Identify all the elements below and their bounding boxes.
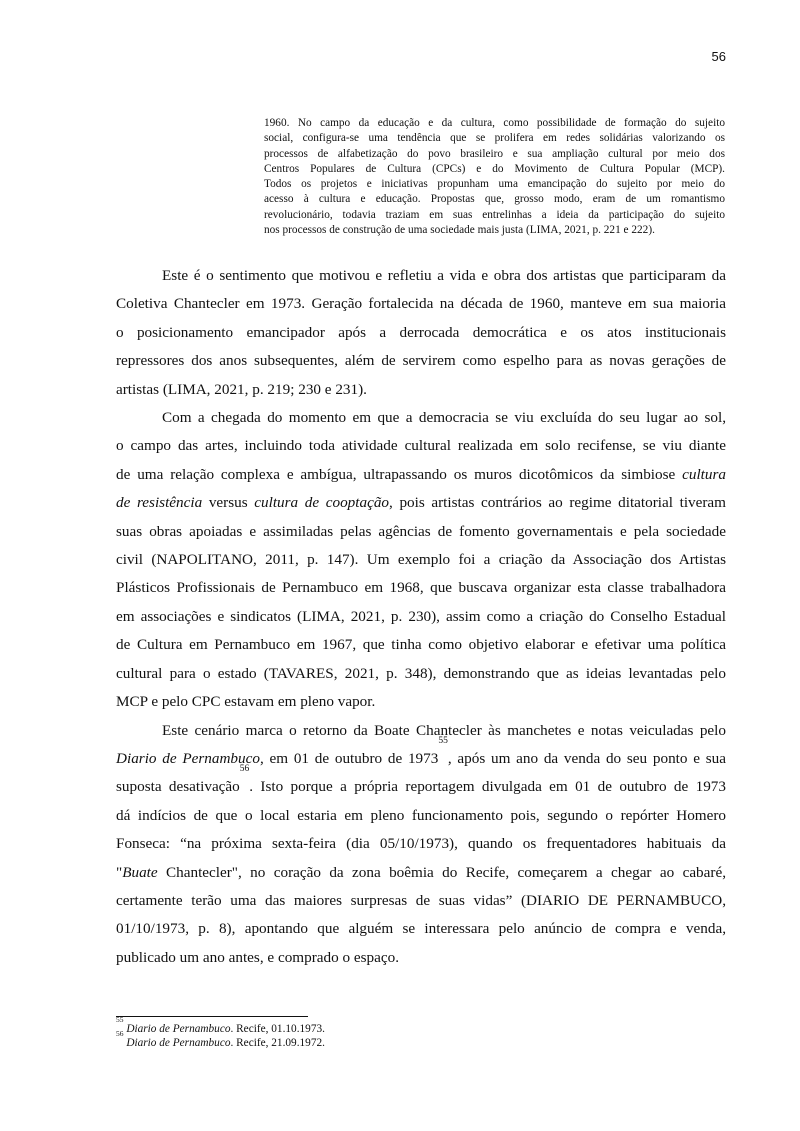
quote-line: social, configura-se uma tendência que se prolifera em redes solidárias valorizando os: [264, 132, 725, 145]
footnotes: [116, 1015, 726, 1050]
footnote-55: [116, 1015, 726, 1036]
paragraph-2-line: cultural para o estado (TAVARES, 2021, p. 348), demonstrando que as ideias levantadas pelo: [116, 664, 726, 682]
paragraph-3-line: "Buate Chantecler", no coração da zona boêmia do Recife, começarem a chegar ao cabaré,: [116, 863, 726, 881]
emphasis: Buate: [122, 863, 158, 881]
paragraph-2-line: MCP e pelo CPC estavam em pleno vapor.: [116, 693, 376, 711]
footnote-number: 55: [116, 1015, 124, 1024]
paragraph-1-line: Coletiva Chantecler em 1973. Geração fortalecida na década de 1960, manteve em sua maioria: [116, 295, 726, 313]
quote-line: Centros Populares de Cultura (CPCs) e do Movimento de Cultura Popular (MCP).: [264, 162, 725, 175]
paragraph-3-line: Diario de Pernambuco, em 01 de outubro de 1973$^{55}$, após um ano da venda do seu ponto e sua: [116, 735, 726, 767]
paragraph-1-line: artistas (LIMA, 2021, p. 219; 230 e 231).: [116, 380, 367, 398]
footnote-ref-55[interactable]: 55: [438, 735, 448, 746]
paragraph-1-line: Este é o sentimento que motivou e refletiu a vida e obra dos artistas que participaram da: [162, 267, 726, 284]
body-text: [116, 262, 726, 972]
paragraph-3-line: dá indícios de que o local estaria em pleno funcionamento pois, segundo o repórter Homero: [116, 806, 726, 824]
paragraph-2-line: suas obras apoiadas e assimiladas pelas agências de fomento governamentais e pela sociedade: [116, 522, 726, 540]
paragraph-2-line: Com a chegada do momento em que a democracia se viu excluída do seu lugar ao sol,: [162, 409, 726, 427]
paragraph-1-line: o posicionamento emancipador após a derrocada democrática e os atos institucionais: [116, 323, 726, 341]
page-number: 56: [711, 49, 726, 64]
emphasis: Diario de Pernambuco: [116, 749, 260, 767]
quote-line: revolucionário, todavia traziam em suas entrelinhas a ideia da participação do sujeito: [264, 208, 725, 221]
paragraph-3-line: publicado um ano antes, e comprado o espaço.: [116, 948, 399, 966]
paragraph-3-line: Este cenário marca o retorno da Boate Chantecler às manchetes e notas veiculadas pelo: [162, 721, 726, 739]
paragraph-3-line: suposta desativação$^{56}$. Isto porque a própria reportagem divulgada em 01 de outubro de 1973: [116, 764, 726, 796]
footnote-detail: . Recife, 01.10.1973.: [230, 1023, 325, 1035]
paragraph-2-line: de uma relação complexa e ambígua, ultrapassando os muros dicotômicos da simbiose cultura: [116, 465, 726, 483]
footnote-source-title: Diario de Pernambuco: [126, 1023, 231, 1035]
paragraph-3-line: 01/10/1973, p. 8), apontando que alguém se interessara pelo anúncio de compra e venda,: [116, 920, 726, 938]
paragraph-2-line: Plásticos Profissionais de Pernambuco em 1968, que buscava organizar esta classe trabalhadora: [116, 579, 726, 597]
quote-line: 1960. No campo da educação e da cultura, como possibilidade de formação do sujeito: [264, 117, 725, 129]
quote-line: nos processos de construção de uma sociedade mais justa (LIMA, 2021, p. 221 e 222).: [264, 224, 655, 237]
paragraph-2-line: de resistência versus cultura de cooptação, pois artistas contrários ao regime ditatorial tiveram: [116, 494, 726, 512]
footnote-source-title: Diario de Pernambuco: [126, 1037, 231, 1049]
quote-line: acesso à cultura e educação. Propostas que, grosso modo, eram de um romantismo: [264, 193, 725, 206]
paragraph-2-line: civil (NAPOLITANO, 2011, p. 147). Um exemplo foi a criação da Associação dos Artistas: [116, 551, 726, 569]
quote-line: Todos os projetos e iniciativas propunham uma emancipação do sujeito por meio do: [264, 178, 725, 191]
paragraph-2-line: de Cultura em Pernambuco em 1967, que tinha como objetivo elaborar e efetivar uma política: [116, 636, 726, 654]
emphasis: de resistência: [116, 494, 203, 512]
paragraph-2-line: em associações e sindicatos (LIMA, 2021, p. 230), assim como a criação do Conselho Estadual: [116, 607, 726, 625]
paragraph-1-line: repressores dos anos subsequentes, além de servirem como espelho para as novas gerações de: [116, 352, 726, 370]
footnote-number: 56: [116, 1029, 124, 1038]
footnote-divider: [116, 1016, 308, 1017]
paragraph-3-line: Fonseca: “na próxima sexta-feira (dia 05/10/1973), quando os frequentadores habituais da: [116, 835, 726, 853]
emphasis: cultura de cooptação: [254, 494, 390, 512]
paragraph-3-line: certamente terão uma das maiores surpresas de suas vidas” (DIARIO DE PERNAMBUCO,: [116, 891, 726, 909]
quote-line: processos de alfabetização do povo brasileiro e sua ampliação cultural por meio dos: [264, 147, 725, 160]
footnote-ref-56[interactable]: 56: [239, 764, 250, 775]
emphasis: cultura: [682, 465, 726, 483]
block-quote: [264, 116, 725, 238]
paragraph-2-line: o campo das artes, incluindo toda atividade cultural realizada em solo recifense, se viu diante: [116, 437, 726, 455]
footnote-detail: . Recife, 21.09.1972.: [230, 1037, 325, 1049]
